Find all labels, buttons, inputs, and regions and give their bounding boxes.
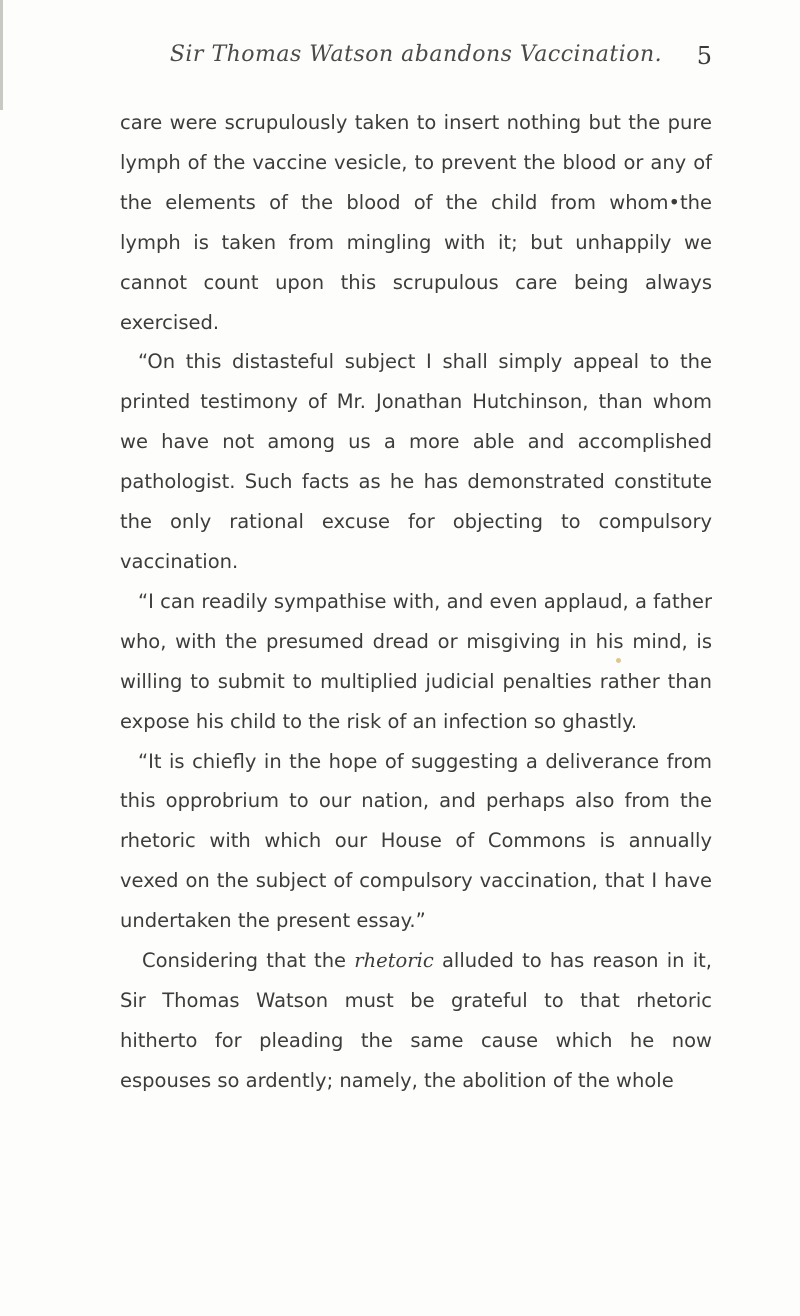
paragraph-5-start: Considering that the: [142, 949, 355, 973]
running-title: Sir Thomas Watson abandons Vaccination.: [169, 42, 663, 67]
paragraph-2: “On this distasteful subject I shall simply appeal to the printed testimony of Mr. Jonathan Hutchinson, than whom we have not among us a more able and accomplished pathologist. Such facts as he has demonstrated constitute the only rational excuse for objecting to compulsory vaccination.: [120, 350, 712, 573]
paragraph-1: care were scrupulously taken to insert nothing but the pure lymph of the vaccine vesicle, to prevent the blood or any of the elements of the blood of the child from whom•the lymph is taken from mingling with it; but unhappily we cannot count upon this scrupulous care being always exercised.: [120, 111, 712, 334]
running-head: [120, 42, 712, 82]
body-text: [120, 103, 712, 1101]
paragraph-5: [120, 941, 712, 1101]
paragraph-4: “It is chiefly in the hope of suggesting a deliverance from this opprobrium to our nation, and perhaps also from the rhetoric with which our House of Commons is annually vexed on the subject of compulsory vaccination, that I have undertaken the present essay.”: [120, 749, 712, 933]
page-gutter-edge: [0, 0, 3, 110]
page-number: 5: [696, 42, 712, 70]
paragraph-3: “I can readily sympathise with, and even applaud, a father who, with the presumed dread or misgiving in his mind, is willing to submit to multiplied judicial penalties rather than expose his child to the risk of an infection so ghastly.: [120, 589, 712, 733]
italic-rhetoric: rhetoric: [354, 949, 434, 973]
ink-speck: [616, 658, 621, 663]
paragraph-5-rest: alluded to has reason in it, Sir Thomas Watson must be grateful to that rhetoric hitherto for pleading the same cause which he now espouses so ardently; namely, the abolition of the whole: [120, 949, 713, 1092]
